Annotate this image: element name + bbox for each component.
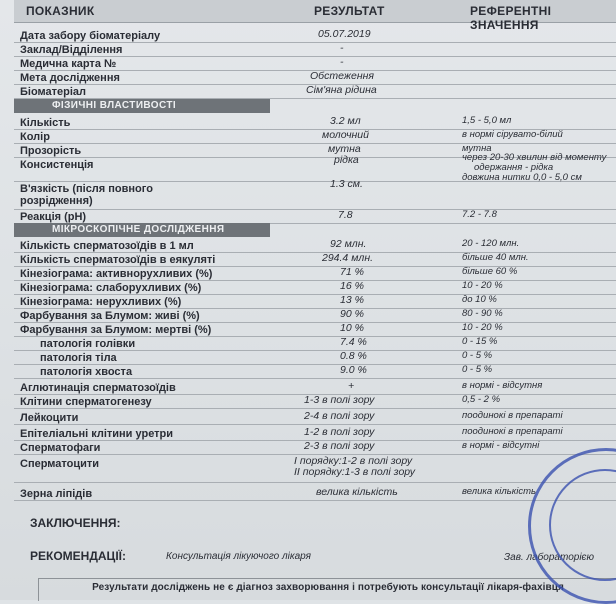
row-reference: 10 - 20 % <box>462 280 503 291</box>
row-result-line2: ІІ порядку:1-3 в полі зору <box>294 466 416 478</box>
header-indicator: ПОКАЗНИК <box>26 4 95 18</box>
row-result: 1-2 в полі зору <box>304 426 375 438</box>
row-reference: 0,5 - 2 % <box>462 394 501 405</box>
row-result: 92 млн. <box>330 238 367 250</box>
row-result: велика кількість <box>316 486 398 498</box>
row-reference: довжина нитки 0,0 - 5,0 см <box>462 172 582 183</box>
row-reference: до 10 % <box>462 294 497 305</box>
recommendations-text: Консультація лікуючого лікаря <box>166 551 311 562</box>
row-label: Колір <box>20 131 50 143</box>
header-result: РЕЗУЛЬТАТ <box>314 4 385 18</box>
lab-stamp-inner <box>549 469 616 581</box>
row-divider <box>14 500 616 501</box>
row-reference: мутна <box>462 143 492 154</box>
table-row <box>0 85 616 99</box>
row-label: Кількість <box>20 117 71 129</box>
row-result: Сім'яна рідина <box>306 84 377 96</box>
table-row <box>0 351 616 365</box>
table-row <box>0 295 616 309</box>
table-row <box>0 323 616 337</box>
row-reference: 0 - 5 % <box>462 350 493 361</box>
row-reference: 7.2 - 7.8 <box>462 209 497 220</box>
row-label: Консистенція <box>20 159 94 171</box>
header-reference: РЕФЕРЕНТНІ ЗНАЧЕННЯ <box>470 4 552 32</box>
row-label: Кінезіограма: слаборухливих (%) <box>20 282 202 294</box>
row-divider <box>14 408 616 409</box>
row-reference-line2: одержання - рідка <box>474 162 554 173</box>
row-label: патологія тіла <box>40 352 117 364</box>
row-label-line2: розрідження) <box>20 195 93 207</box>
table-row <box>0 130 616 144</box>
row-label: Біоматеріал <box>20 86 87 98</box>
table-row <box>0 427 616 441</box>
row-result: 3.2 мл <box>330 115 361 127</box>
row-label: Медична карта № <box>20 58 117 70</box>
row-label: Мета дослідження <box>20 72 120 84</box>
row-label: Кінезіограма: активнорухливих (%) <box>20 268 213 280</box>
row-label: патологія голівки <box>40 338 136 350</box>
signature-label: Зав. лабораторією <box>504 552 595 563</box>
row-result: 0.8 % <box>340 350 367 362</box>
row-label: Кількість сперматозоїдів в еякуляті <box>20 254 216 266</box>
row-result: 05.07.2019 <box>318 28 371 40</box>
table-row <box>0 210 616 224</box>
row-result: Обстеження <box>310 70 375 82</box>
conclusion-label: ЗАКЛЮЧЕННЯ: <box>30 516 121 530</box>
row-reference: 0 - 5 % <box>462 364 493 375</box>
row-label: Клітини сперматогенезу <box>20 396 152 408</box>
table-row <box>0 253 616 267</box>
row-reference: 1,5 - 5,0 мл <box>462 115 512 126</box>
row-label: Заклад/Відділення <box>20 44 123 56</box>
table-header <box>14 0 616 32</box>
row-label: Фарбування за Блумом: мертві (%) <box>20 324 212 336</box>
row-label: Епітеліальні клітини уретри <box>20 428 174 440</box>
row-reference: 80 - 90 % <box>462 308 503 319</box>
table-row <box>0 71 616 85</box>
row-reference: поодинокі в препараті <box>462 426 563 437</box>
row-label: Аглютинація сперматозоїдів <box>20 382 176 394</box>
row-result: 1-3 в полі зору <box>304 394 375 406</box>
row-reference: більше 60 % <box>462 266 518 277</box>
row-result: рідка <box>334 154 359 166</box>
row-label: Фарбування за Блумом: живі (%) <box>20 310 200 322</box>
row-reference: 20 - 120 млн. <box>462 238 520 249</box>
table-row <box>0 116 616 130</box>
table-row <box>0 267 616 281</box>
row-result: мутна <box>328 143 361 155</box>
row-reference: в нормі сірувато-білий <box>462 129 563 140</box>
row-label: патологія хвоста <box>40 366 133 378</box>
row-result: 7.8 <box>338 209 353 221</box>
row-result: 16 % <box>340 280 364 292</box>
row-result: 2-4 в полі зору <box>304 410 375 422</box>
row-result: І порядку:1-2 в полі зору <box>294 455 413 467</box>
row-reference: велика кількість <box>462 486 536 497</box>
row-result: 7.4 % <box>340 336 367 348</box>
table-row <box>0 365 616 379</box>
row-result: молочний <box>322 129 369 141</box>
row-reference: в нормі - відсутня <box>462 380 543 391</box>
section-physical: ФІЗИЧНІ ВЛАСТИВОСТІ <box>14 99 270 113</box>
table-row <box>0 441 616 455</box>
row-label: Зерна ліпідів <box>20 488 93 500</box>
row-result: 294.4 млн. <box>322 252 374 264</box>
row-result: + <box>348 380 355 392</box>
row-reference: поодинокі в препараті <box>462 410 563 421</box>
table-row <box>0 281 616 295</box>
row-reference: через 20-30 хвилин від моменту <box>462 152 607 163</box>
row-divider <box>14 482 616 483</box>
row-divider <box>14 378 616 379</box>
row-reference: більше 40 млн. <box>462 252 529 263</box>
row-label: Лейкоцити <box>20 412 79 424</box>
row-label: Реакція (pH) <box>20 211 87 223</box>
row-label: Сперматофаги <box>20 442 101 454</box>
row-result: 90 % <box>340 308 364 320</box>
row-result: 71 % <box>340 266 364 278</box>
table-row <box>0 172 616 210</box>
table-row <box>0 395 616 409</box>
row-label: Прозорість <box>20 145 82 157</box>
table-row <box>0 43 616 57</box>
row-label: Сперматоцити <box>20 458 100 470</box>
row-result: 13 % <box>340 294 364 306</box>
row-label: Дата забору біоматеріалу <box>20 30 161 42</box>
row-reference: в нормі - відсутні <box>462 440 540 451</box>
section-micro: МІКРОСКОПІЧНЕ ДОСЛІДЖЕННЯ <box>14 223 270 237</box>
row-result: 10 % <box>340 322 364 334</box>
row-result: - <box>340 56 344 68</box>
table-row <box>0 487 616 501</box>
row-label: Кількість сперматозоїдів в 1 мл <box>20 240 194 252</box>
row-result: 1.3 см. <box>330 178 363 190</box>
table-row <box>0 309 616 323</box>
row-result: 2-3 в полі зору <box>304 440 375 452</box>
table-row <box>0 239 616 253</box>
row-reference: 10 - 20 % <box>462 322 503 333</box>
table-row <box>0 411 616 425</box>
table-row <box>0 29 616 43</box>
footer-disclaimer: Результати досліджень не є діагноз захворювання і потребують консультації лікаря-фахівця <box>38 578 616 601</box>
row-result: - <box>340 42 344 54</box>
table-row <box>0 57 616 71</box>
row-result: 9.0 % <box>340 364 367 376</box>
row-divider <box>14 424 616 425</box>
table-row <box>0 381 616 395</box>
row-label: Кінезіограма: нерухливих (%) <box>20 296 182 308</box>
row-reference: 0 - 15 % <box>462 336 498 347</box>
table-row <box>0 457 616 483</box>
row-label: В'язкість (після повного <box>20 183 153 195</box>
recommendations-label: РЕКОМЕНДАЦІЇ: <box>30 549 126 563</box>
table-row <box>0 337 616 351</box>
